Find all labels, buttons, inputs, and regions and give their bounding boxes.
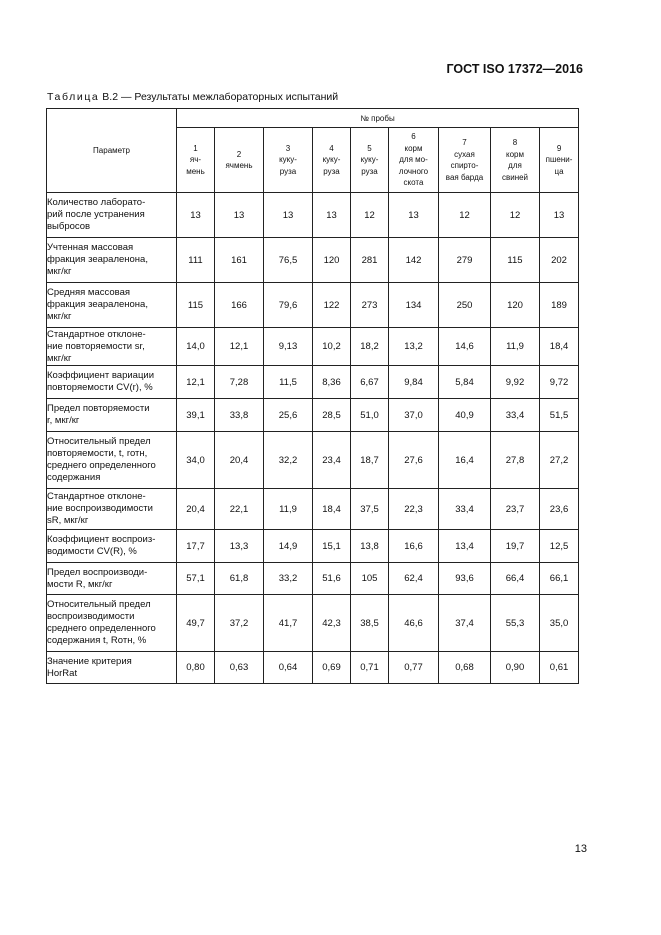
value-cell: 39,1	[177, 399, 215, 432]
sample-header-4	[313, 128, 351, 193]
parameter-name	[47, 489, 177, 530]
parameter-name-line: содержания	[47, 472, 101, 483]
sample-header-line: ячмень	[225, 161, 253, 170]
value-cell: 12,5	[540, 530, 579, 563]
value-cell: 12	[351, 193, 389, 238]
value-cell: 22,3	[389, 489, 439, 530]
parameter-name-line: Относительный предел	[47, 599, 151, 610]
sample-header-line: куку-	[279, 155, 297, 165]
sample-header-7	[439, 128, 491, 193]
sample-header-line: 6	[411, 132, 416, 142]
value-cell: 14,0	[177, 328, 215, 366]
parameter-name-line: ние повторяемости sr,	[47, 340, 145, 352]
value-cell: 14,9	[264, 530, 313, 563]
value-cell: 0,61	[540, 652, 579, 684]
value-cell: 42,3	[313, 595, 351, 652]
sample-header-line: 5	[367, 143, 372, 153]
sample-header-6	[389, 128, 439, 193]
table-body	[47, 193, 579, 684]
value-cell: 13,8	[351, 530, 389, 563]
value-cell: 13	[264, 193, 313, 238]
parameter-name	[47, 283, 177, 328]
parameter-name	[47, 563, 177, 595]
value-cell: 20,4	[177, 489, 215, 530]
value-cell: 17,7	[177, 530, 215, 563]
sample-header-line: руза	[323, 166, 340, 176]
table-row	[47, 595, 579, 652]
sample-header-line: руза	[279, 166, 297, 176]
parameter-name-line: Коэффициент воспроиз-	[47, 534, 156, 545]
value-cell: 11,9	[264, 489, 313, 530]
value-cell: 41,7	[264, 595, 313, 652]
parameter-name-line: мкг/кг	[47, 352, 72, 364]
sample-header-line: сухая	[454, 149, 475, 159]
table-row	[47, 563, 579, 595]
value-cell: 0,80	[177, 652, 215, 684]
parameter-name-line: мкг/кг	[47, 311, 72, 322]
sample-header-line: вая барда	[445, 172, 484, 182]
sample-header-line: куку-	[360, 155, 379, 165]
parameter-name-line: повторяемости, t, rотн,	[47, 448, 148, 459]
value-cell: 12,1	[215, 328, 264, 366]
value-cell: 23,7	[491, 489, 540, 530]
value-cell: 0,90	[491, 652, 540, 684]
parameter-name-line: Коэффициент вариации	[47, 370, 155, 381]
value-cell: 76,5	[264, 238, 313, 283]
value-cell: 0,69	[313, 652, 351, 684]
sample-header-3	[264, 128, 313, 193]
parameter-name	[47, 328, 177, 366]
value-cell: 33,8	[215, 399, 264, 432]
value-cell: 13,4	[439, 530, 491, 563]
value-cell: 32,2	[264, 432, 313, 489]
value-cell: 11,9	[491, 328, 540, 366]
value-cell: 18,2	[351, 328, 389, 366]
value-cell: 28,5	[313, 399, 351, 432]
value-cell: 250	[439, 283, 491, 328]
value-cell: 46,6	[389, 595, 439, 652]
sample-header-line: 4	[329, 143, 334, 153]
value-cell: 9,92	[491, 366, 540, 399]
value-cell: 23,6	[540, 489, 579, 530]
table-row	[47, 399, 579, 432]
value-cell: 51,0	[351, 399, 389, 432]
value-cell: 166	[215, 283, 264, 328]
value-cell: 19,7	[491, 530, 540, 563]
value-cell: 13	[215, 193, 264, 238]
value-cell: 27,8	[491, 432, 540, 489]
value-cell: 16,6	[389, 530, 439, 563]
sample-header-line: руза	[361, 166, 378, 176]
value-cell: 105	[351, 563, 389, 595]
value-cell: 62,4	[389, 563, 439, 595]
value-cell: 0,77	[389, 652, 439, 684]
table-row	[47, 193, 579, 238]
value-cell: 12	[439, 193, 491, 238]
parameter-name	[47, 432, 177, 489]
value-cell: 142	[389, 238, 439, 283]
value-cell: 38,5	[351, 595, 389, 652]
value-cell: 6,67	[351, 366, 389, 399]
value-cell: 34,0	[177, 432, 215, 489]
value-cell: 111	[177, 238, 215, 283]
caption-label: Таблица	[47, 91, 100, 103]
sample-header-line: ца	[554, 166, 564, 176]
value-cell: 13,2	[389, 328, 439, 366]
value-cell: 13	[389, 193, 439, 238]
sample-header-line: 3	[285, 143, 291, 153]
sample-header-line: лочного	[398, 166, 429, 176]
sample-header-line: мень	[186, 166, 205, 176]
sample-header-line: 2	[236, 149, 242, 159]
sample-header-line: 9	[556, 143, 562, 153]
parameter-name-line: Значение критерия	[47, 655, 132, 667]
param-column-header: Параметр	[47, 109, 177, 193]
parameter-name	[47, 366, 177, 399]
parameter-name-line: мости R, мкг/кг	[47, 578, 113, 590]
value-cell: 189	[540, 283, 579, 328]
value-cell: 35,0	[540, 595, 579, 652]
sample-header-line: 7	[462, 138, 467, 147]
value-cell: 273	[351, 283, 389, 328]
sample-header-line: куку-	[322, 155, 341, 165]
parameter-name-line: Средняя массовая	[47, 287, 131, 298]
value-cell: 11,5	[264, 366, 313, 399]
page-number: 13	[574, 843, 587, 855]
value-cell: 18,7	[351, 432, 389, 489]
sample-header-line: скота	[403, 178, 424, 188]
sample-header-line: корм	[506, 149, 524, 159]
value-cell: 51,5	[540, 399, 579, 432]
sample-header-line: свиней	[501, 172, 529, 182]
value-cell: 61,8	[215, 563, 264, 595]
value-cell: 120	[313, 238, 351, 283]
value-cell: 281	[351, 238, 389, 283]
value-cell: 49,7	[177, 595, 215, 652]
parameter-name	[47, 399, 177, 432]
value-cell: 51,6	[313, 563, 351, 595]
value-cell: 13,3	[215, 530, 264, 563]
value-cell: 37,5	[351, 489, 389, 530]
parameter-name	[47, 530, 177, 563]
value-cell: 33,2	[264, 563, 313, 595]
parameter-name-line: r, мкг/кг	[47, 415, 80, 426]
caption-title: Результаты межлабораторных испытаний	[134, 91, 339, 103]
value-cell: 134	[389, 283, 439, 328]
parameter-name-line: Относительный предел	[47, 436, 151, 447]
value-cell: 9,72	[540, 366, 579, 399]
parameter-name-line: воспроизводимости	[47, 611, 135, 622]
sample-header-line: яч-	[189, 155, 202, 165]
value-cell: 122	[313, 283, 351, 328]
sample-header-line: 1	[193, 143, 198, 153]
table-row	[47, 652, 579, 684]
value-cell: 27,6	[389, 432, 439, 489]
value-cell: 13	[177, 193, 215, 238]
value-cell: 5,84	[439, 366, 491, 399]
table-row	[47, 328, 579, 366]
parameter-name-line: фракция зеараленона,	[47, 299, 148, 310]
parameter-name-line: среднего определенного	[47, 623, 156, 634]
value-cell: 22,1	[215, 489, 264, 530]
sample-header-line: для мо-	[399, 155, 428, 165]
parameter-name-line: среднего определенного	[47, 460, 156, 471]
parameter-name-line: рий после устранения	[47, 209, 145, 220]
value-cell: 9,84	[389, 366, 439, 399]
probe-number-header: № пробы	[177, 109, 579, 128]
value-cell: 0,71	[351, 652, 389, 684]
value-cell: 7,28	[215, 366, 264, 399]
parameter-name	[47, 595, 177, 652]
value-cell: 18,4	[313, 489, 351, 530]
value-cell: 13	[540, 193, 579, 238]
sample-header-2	[215, 128, 264, 193]
table-row	[47, 432, 579, 489]
parameter-name-line: HorRat	[47, 667, 78, 679]
value-cell: 279	[439, 238, 491, 283]
results-table	[46, 108, 579, 684]
parameter-name-line: мкг/кг	[47, 266, 72, 277]
value-cell: 40,9	[439, 399, 491, 432]
sample-header-5	[351, 128, 389, 193]
value-cell: 120	[491, 283, 540, 328]
value-cell: 12,1	[177, 366, 215, 399]
table-row	[47, 489, 579, 530]
value-cell: 66,4	[491, 563, 540, 595]
value-cell: 57,1	[177, 563, 215, 595]
table-row	[47, 530, 579, 563]
parameter-name-line: повторяемости CV(r), %	[47, 382, 153, 393]
value-cell: 0,68	[439, 652, 491, 684]
value-cell: 15,1	[313, 530, 351, 563]
sample-header-line: пшени-	[545, 155, 573, 165]
value-cell: 10,2	[313, 328, 351, 366]
value-cell: 33,4	[491, 399, 540, 432]
value-cell: 23,4	[313, 432, 351, 489]
parameter-name-line: Учтенная массовая	[47, 242, 134, 253]
table-row	[47, 366, 579, 399]
value-cell: 37,4	[439, 595, 491, 652]
value-cell: 14,6	[439, 328, 491, 366]
value-cell: 161	[215, 238, 264, 283]
value-cell: 55,3	[491, 595, 540, 652]
caption-dash: —	[120, 91, 132, 103]
sample-header-line: спирто-	[450, 161, 479, 170]
parameter-name-line: водимости CV(R), %	[47, 546, 137, 557]
value-cell: 115	[177, 283, 215, 328]
parameter-name-line: содержания t, Rотн, %	[47, 635, 147, 646]
sample-header-line: 8	[512, 138, 518, 147]
value-cell: 13	[313, 193, 351, 238]
sample-header-1	[177, 128, 215, 193]
value-cell: 66,1	[540, 563, 579, 595]
value-cell: 8,36	[313, 366, 351, 399]
parameter-name	[47, 652, 177, 684]
sample-header-line: корм	[404, 143, 423, 153]
standard-designation: ГОСТ ISO 17372—2016	[446, 62, 583, 76]
table-row	[47, 238, 579, 283]
parameter-name-line: Стандартное отклоне-	[47, 491, 146, 502]
parameter-name-line: sR, мкг/кг	[47, 515, 89, 526]
table-row	[47, 283, 579, 328]
value-cell: 12	[491, 193, 540, 238]
value-cell: 37,0	[389, 399, 439, 432]
parameter-name	[47, 238, 177, 283]
parameter-name-line: Количество лаборато-	[47, 197, 146, 208]
value-cell: 27,2	[540, 432, 579, 489]
value-cell: 9,13	[264, 328, 313, 366]
parameter-name-line: Стандартное отклоне-	[47, 328, 146, 340]
value-cell: 115	[491, 238, 540, 283]
value-cell: 93,6	[439, 563, 491, 595]
sample-header-line: для	[508, 161, 522, 170]
caption-number: В.2	[102, 91, 119, 103]
value-cell: 0,64	[264, 652, 313, 684]
value-cell: 79,6	[264, 283, 313, 328]
parameter-name-line: фракция зеараленона,	[47, 254, 148, 265]
parameter-name-line: Предел повторяемости	[47, 403, 150, 414]
parameter-name-line: ние воспроизводимости	[47, 503, 153, 514]
value-cell: 25,6	[264, 399, 313, 432]
value-cell: 16,4	[439, 432, 491, 489]
parameter-name-line: Предел воспроизводи-	[47, 566, 148, 578]
parameter-name	[47, 193, 177, 238]
parameter-name-line: выбросов	[47, 221, 91, 232]
sample-header-8	[491, 128, 540, 193]
table-caption	[47, 91, 338, 103]
value-cell: 18,4	[540, 328, 579, 366]
value-cell: 0,63	[215, 652, 264, 684]
sample-header-9	[540, 128, 579, 193]
value-cell: 20,4	[215, 432, 264, 489]
value-cell: 202	[540, 238, 579, 283]
value-cell: 33,4	[439, 489, 491, 530]
value-cell: 37,2	[215, 595, 264, 652]
